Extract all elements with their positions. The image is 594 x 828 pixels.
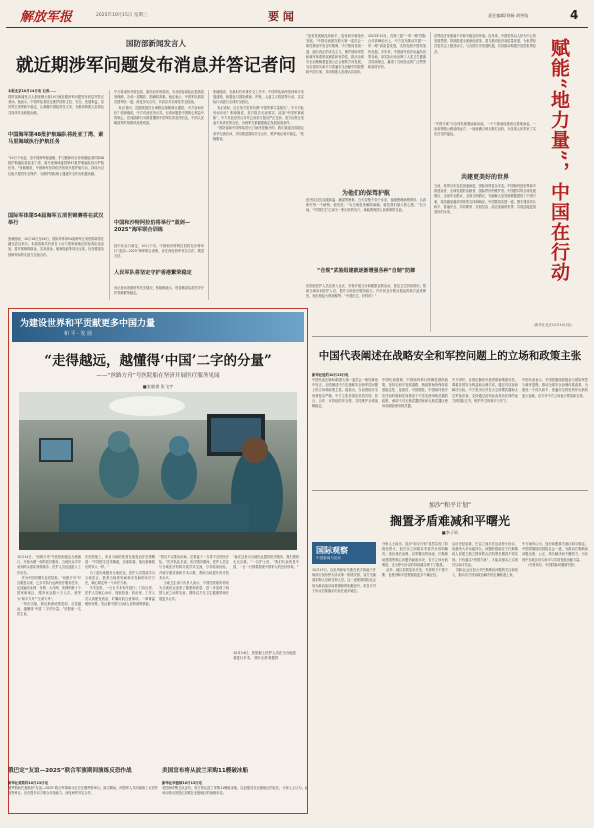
press-body-1: 国防部新闻发言人张晓刚大校14日就近期涉军问题发布消息并答记者问。他表示，中国军队将坚定维护国家主权、安全、发展利益，坚决捍卫世界和平稳定，认真履行国际责任义务，为推动构建人类命运共同体作出积极贡献。 [8, 95, 104, 115]
press-body-4: 中方将秉持开放包容、团结协作的原则，为各国参赛队伍提供周到保障，办成一届精彩、圆满的赛事。他还表示，中国军队愿同各国军队一道，深化务实合作，共同应对全球性安全挑战。 有记者问，近期美国在台海附近频繁调兵遣将，中方如何评价？张晓刚说，中方对此坚决反对。台湾问题是中国核心利益中的核心，任何挑衅行为都将遭到中国军队的坚决回击，中国人民解放军时刻保持高度戒备。 [114, 90, 204, 126]
stance-title: 中国代表阐述在战略安全和军控问题上的立场和政策主张 [318, 350, 582, 362]
stance-body-col4: 中国代表表示，中国将继续积极参与国际军控与裁军进程，推动全球安全治理体系改革，为建设一个持久和平、普遍安全的世界作出新的更大贡献。各方对中方立场表示赞赏和支持。 [522, 378, 588, 398]
column-kicker: 加沙“和平计划” [428, 502, 472, 509]
bottom-mid-byline: 新华社华盛顿10月13日电 [162, 781, 202, 785]
feature-body-col4: “能在这里为当地民众提供医疗服务，我们感到无比自豪。”一名护士说，“我们代表的是中国，一言一行都要展现中国军人的良好形象。” [233, 555, 299, 570]
empower-body-2: 当前，世界百年变局加速演进，国际形势复杂多变。中国始终是世界和平的建设者、全球发展的贡献者、国际秩序的维护者。中国倡导的全球发展倡议、全球安全倡议、全球文明倡议，为破解人类发展难题提供了中国方案，得到越来越多国家的支持和响应。中国愿同各国一道，携手建设持久和平、普遍安全、共同繁荣、开放包容、清洁美丽的世界，共同迎接更加美好的未来。 [434, 184, 536, 215]
bottom-left-byline: 新华社莫斯科10月13日电 [8, 781, 48, 785]
feature-byline: ■张晓祺 张飞宇 [142, 384, 174, 389]
dialog-head-2: “合规”武装组建就逐渐增强各种“自制”防御 [316, 268, 416, 274]
masthead-rule [6, 27, 588, 28]
feature-body-col1: 10月14日，“丝路方舟”号医院船抵达当地港口，开始为期一周的医疗服务。当地民众早早来到码头排队等候就诊，医护人员迅速进入工作状态。 作为中国首艘专业医院船，“丝路方舟”号自服役以来，已多次执行远海医疗服务任务，足迹遍布亚洲、非洲、大洋洲、美洲的数十个国家和地区，服务民众数十万人次，被誉为“和平方舟”“生命方舟”。 “每次出航，我们都深切感受到，走得越远，越懂得‘中国’二字的分量。”医院船一名医生说。 [17, 555, 81, 617]
bottom-left-body: 俄罗斯和巴基斯坦“友谊—2025”联合军事演习近日在俄罗斯举行。演习期间，两国军人共同演练了反恐作战等科目，旨在提升双方联合作战能力，深化两军务实合作。 [8, 786, 158, 796]
press-sub-1: 中国海军第48批护航编队将赴亚丁湾、索马里海域执行护航任务 [8, 132, 104, 145]
press-body-5: 经中沙双方商定，10月下旬，中国和沙特阿拉伯将在沙特举行“蓝剑—2025”海军联合训练，旨在深化两军务实合作，增进互信。 [114, 244, 204, 259]
feature-photo [19, 392, 297, 550]
press-conference-article [8, 32, 304, 302]
press-body-3: 张晓刚说，10月18日至26日，国际军体第54届海军五项世锦赛将在湖北武汉举行。本届赛事共有来自十余个国家和地区的参赛队伍参加，将开展障碍游泳、实用游泳、航海技能等项目比赛，旨在增进各国海军间的友谊与交流合作。 [8, 237, 104, 257]
press-body-2: “10月下旬起，由中国海军驱逐舰、护卫舰和综合补给舰组成的第48批护航编队将赴亚丁湾、索马里海域接替第47批护航编队执行护航任务。”张晓刚说，中国海军坚持依法依规开展护航行动，持续为过往船只提供安全保护，为维护国际海上通道安全作出积极贡献。 [8, 156, 104, 176]
press-title: 就近期涉军问题发布消息并答记者问 [16, 56, 296, 76]
feature-banner-title: 为建设世界和平贡献更多中国力量 [20, 319, 156, 329]
stance-body-col3: 中方呼吁，各国应摒弃冷战思维和集团对抗，尊重各国安全利益和合理关切，通过对话协商解决分歧。中方坚决反对在太空部署武器和太空军备竞赛，支持通过谈判达成具有法律约束力的国际文书，维护外空的和平与安宁。 [452, 378, 518, 403]
masthead-editor: 责任编辑/刘畅 胡笑晗 [488, 13, 529, 18]
empower-vertical-title: 赋能“地力量”，中国在行动 [548, 38, 570, 282]
masthead-date: 2025年10月15日 星期三 [96, 13, 148, 18]
middle-upper-articles [306, 32, 426, 332]
masthead-logo: 解放军报 [20, 10, 73, 25]
stance-body-col1: 中国代表在第80届联大第一委员会一般性辩论中发言，全面阐述中方在战略安全和军控问题上的立场和政策主张。他指出，当前国际安全形势复杂严峻，中方主张各国应坚持共同、综合、合作、可持续的安全观，共同维护全球战略稳定。 [312, 378, 378, 409]
empower-lead: 世界经济发展离不开和平稳定的环境。近年来，中国坚持以人民为中心的发展思想，持续推进全面深化改革，着力推动经济高质量发展，为世界经济复苏注入强劲动力，与各国分享发展机遇，共同推动构建开放型世界经济。 [434, 34, 536, 54]
bottom-mid-title: 美国宣布将从波兰采购11艘破冰船 [162, 768, 249, 774]
bottom-left-title: 俄巴定“友谊—2025”联合军演期间演练反恐作战 [8, 768, 132, 774]
column-body-col2: 分析人士指出，加沙“和平计划”虽然实现了阶段性停火，但巴以之间根本矛盾并未得到解决。加沙战后治理、以军撤出时间表、巴勒斯坦建国等核心问题仍悬而未决，各方立场分歧明显，这为停火协议的持续落实埋下了隐患。 此外，地区局势复杂多变，外部势力干预不断，也使得和平进程面临更多不确定性。 [382, 542, 448, 578]
stance-body-col2: 中国代表强调，中国始终奉行防御性国防政策，坚持走和平发展道路，核政策始终保持高度稳定性、连续性、可预期性。中国始终恪守在任何时候和任何情况下不首先使用核武器的政策，承诺不对无核武器国家和无核武器区使用或威胁使用核武器。 [382, 378, 448, 409]
press-kicker: 国防部新闻发言人 [126, 39, 186, 48]
column-body-col4: 中方始终认为，加沙问题事关地区和平稳定。中国将继续同国际社会一道，为推动巴勒斯坦问题全面、公正、持久解决而不懈努力，为实现中东地区持久和平与共同发展贡献力量。 （作者单位：中国国际问题研究院） [522, 542, 588, 567]
feature-caption-text: 10月14日，医院船上医护人员在为当地患者进行手术。 [233, 651, 296, 660]
press-byline: 本报北京10月14日电 记者…… [8, 89, 56, 93]
feature-banner-small: 和 平 · 发 展 [64, 331, 92, 337]
observe-box [312, 542, 376, 564]
press-sub-4: 人民军队将坚定守护香港繁荣稳定 [114, 270, 192, 276]
observe-box-sub: 中国新闻与论坛 [316, 556, 342, 560]
bottom-mid-body: 美国海岸警卫队宣布，美方将从波兰采购11艘破冰船，以加强其在北极地区的存在。分析人士认为，此举反映出美国正加紧在北极地区的战略布局。 [162, 786, 308, 796]
stance-byline: 新华社纽约10月13日电 [312, 373, 349, 377]
feature-subheadline: ——“丝路方舟”号医院船在坚济开展医疗服务见闻 [96, 373, 220, 379]
feature-banner [12, 312, 304, 342]
masthead-section: 要 闻 [268, 10, 294, 23]
dialog-head: 为他们的保驾护航 [341, 190, 390, 197]
feature-caption [233, 651, 299, 687]
column-body-col1: 10月13日，以色列和哈马斯在美方斡旋下开始执行加沙停火协议第一阶段安排，双方交换被扣押人员和在押人员。这一进展被国际社会视为推动加沙局势缓和的积极信号，但各方对于协议后续落实仍存在诸多疑虑。 [312, 568, 376, 593]
bottom-left-article [8, 766, 158, 826]
middle-body-4: 医院船医护人员还深入社区、学校开展义诊和健康宣教活动，普及卫生防疫知识，帮助当地培训医护人员，提升当地医疗服务能力。许多民众专程从很远的地方赶来就医，他们竖起大拇指称赞：“中国医生，好样的！” [306, 284, 426, 299]
empower-credit: （新华社北京10月14日电） [531, 323, 574, 327]
empower-article [434, 32, 588, 332]
gaza-column-article [312, 490, 588, 820]
feature-caption-credit: 照片由作者提供 [254, 656, 279, 660]
column-body-col3: 从历史经验看，巴以之间多次达成停火协议，但最终大多未能持久。问题的根源在于巴勒斯坦人民建立独立国家的合法权利长期得不到实现。只有落实“两国方案”，才能从根本上实现巴以和平共处。 国际社会应加大对巴勒斯坦问题的关注和投入，推动各方回到政治解决的正确轨道上来。 [452, 542, 518, 578]
column-title: 搁置矛盾难减和平曙光 [389, 514, 510, 528]
surgery-photo-image [19, 392, 297, 550]
observe-box-title: 国际观察 [316, 546, 348, 555]
press-sub-3: 中国和沙特阿拉伯将举行“蓝剑—2025”海军联合训练 [114, 220, 191, 233]
press-sub-2: 国际军体第54届海军五项世锦赛将在武汉举行 [8, 213, 104, 226]
column-byline: ■李子昕 [441, 530, 459, 535]
bottom-mid-article [162, 766, 308, 826]
feature-box [8, 308, 308, 814]
press-body-7: 张晓刚说，在新时代军事外交工作中，中国军队始终坚持和平发展道路，积极参与国际维和、护航、人道主义救援等行动，以实际行动践行全球安全倡议。 有记者问，近日美方发布所谓“中国军事力量报告”，中方对此有何评论？张晓刚说，美方报告无视事实，渲染“中国军事威胁”，中方对此坚决反对并已向美方提出严正交涉。美方应停止发表不负责任的言论，为两军关系健康稳定发展创造条件。 “国防部和中国军队的大门始终是敞开的，我们欢迎各国朋友来华交流访问，共同推进国际安全合作，维护地区和平稳定。”张晓刚说。 [213, 90, 304, 141]
middle-body-2: 2023年10月，在第三届“一带一路”国际合作高峰论坛上，中方宣布推动共建“一带一路”高质量发展，支持发展中国家加快发展。多年来，中国援外医疗队遍布世界各地，用实际行动诠释了人类卫生健康共同体理念，赢得了当地民众的广泛赞誉和高度评价。 [368, 34, 426, 70]
middle-body-1: “没有发展就没有和平，没有和平就没有发展。”中国代表团在联大第一委员会一般性辩论中发言时强调，中方愿同各国一道，践行真正的多边主义，维护国际军控和裁军体系的权威性和有效性，推动全球安全治理朝着更加公正合理的方向发展，为实现持久和平与普遍安全贡献中国智慧和中国方案，共同构建人类命运共同体。 [306, 34, 364, 75]
masthead [6, 4, 588, 26]
feature-body-col2: 在医院船上，来自当地的患者在接受治疗后感慨道：“中国医生技术精湛，态度和蔼，他们就像我们的家人一样。” 为了更好地服务当地民众，医护人员提前学习当地语言，熟悉当地常见病和多发病的诊疗方法，精心制定每一个诊疗方案。 手术室里，一台台手术有序进行；门诊区里，医护人员耐心问诊、细致检查；药房里，工作人员认真配发药品，叮嘱用药注意事项。一幕幕温暖的场景，见证着中国与当地人民的深厚情谊。 [85, 555, 155, 606]
feature-body-col3: “我们不仅要治好病，还要留下一支带不走的医疗队。”医疗队队长说。医疗服务期间，医护人员还与当地医疗机构开展学术交流，分享临床经验，开展专题讲座和手术示教，帮助当地提升医疗技术水平。 当地卫生部门负责人表示，中国医院船的到来为当地民众送来了健康和希望，进一步加深了两国人民之间的友谊，期待双方在卫生健康领域开展更多合作。 [159, 555, 229, 601]
empower-body-1: “中国方案”为全球发展增添新动能。一个个基础设施项目拔地而起，一条条铁路公路延伸远方，一座座港口码头繁忙运转，为各国人民带来了实实在在的福祉。 [434, 122, 536, 137]
middle-body-3: 医疗队员们克服高温、潮湿等困难，白天穿梭于各个诊室，夜晚整理病例资料，认真研究每一个病例。他们说：“为当地患者解除病痛，就是我们最大的心愿。”在当地，“中国医生”已成为一张闪亮的名片，承载着两国人民深厚的友谊。 [306, 198, 426, 213]
empower-sub-head: 共建更美好的世界 [460, 174, 509, 181]
press-body-6: 有记者问香港驻军有关情况，张晓刚表示，驻香港部队将坚决守护香港繁荣稳定。 [114, 286, 204, 296]
page-number: 4 [570, 8, 579, 22]
feature-headline: “走得越远，越懂得‘中国’二字的分量” [44, 353, 272, 369]
